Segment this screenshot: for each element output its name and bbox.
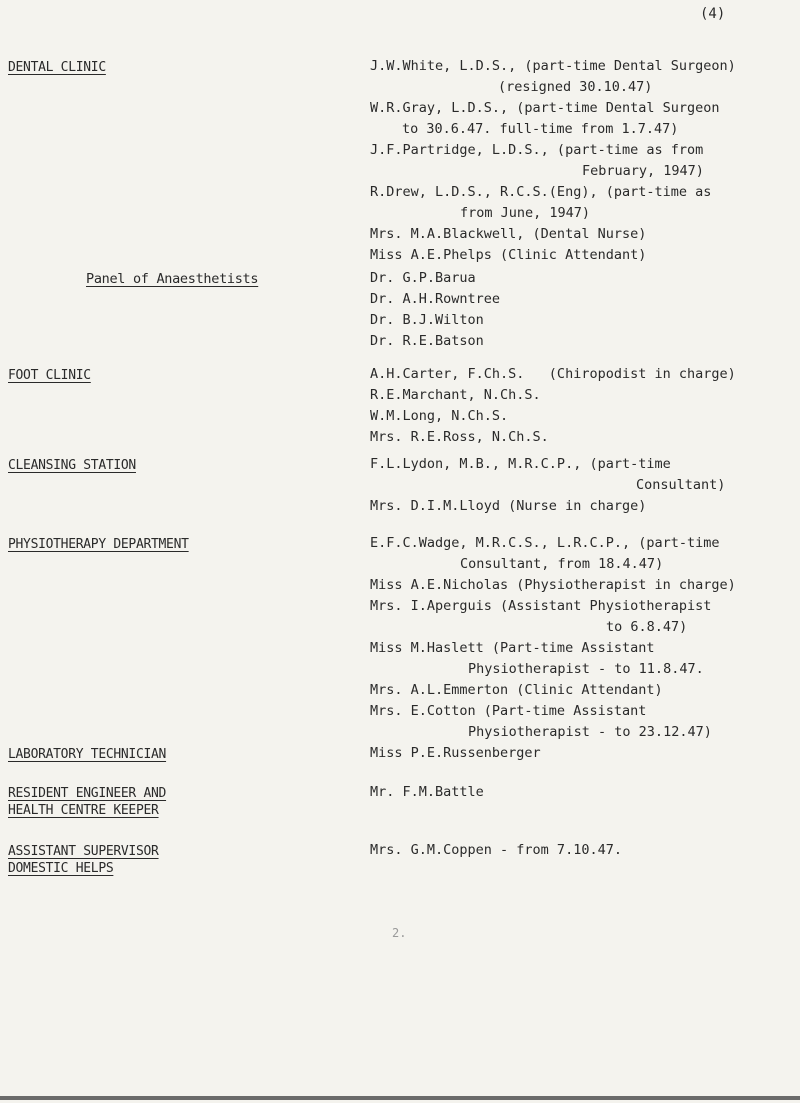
staff-line: to 30.6.47. full-time from 1.7.47) bbox=[402, 121, 679, 137]
staff-line: Dr. B.J.Wilton bbox=[370, 312, 484, 328]
staff-line: Dr. A.H.Rowntree bbox=[370, 291, 501, 307]
staff-line: Mrs. M.A.Blackwell, (Dental Nurse) bbox=[370, 226, 647, 242]
staff-line: A.H.Carter, F.Ch.S. (Chiropodist in charge) bbox=[370, 366, 736, 382]
heading-line: HEALTH CENTRE KEEPER bbox=[8, 803, 159, 818]
page-number: (4) bbox=[700, 6, 726, 22]
staff-line: Mrs. R.E.Ross, N.Ch.S. bbox=[370, 429, 549, 445]
staff-line: Mr. F.M.Battle bbox=[370, 784, 484, 800]
staff-line: Mrs. A.L.Emmerton (Clinic Attendant) bbox=[370, 682, 663, 698]
bottom-rule bbox=[0, 1096, 800, 1100]
staff-line: R.E.Marchant, N.Ch.S. bbox=[370, 387, 541, 403]
staff-line: Mrs. I.Aperguis (Assistant Physiotherapist bbox=[370, 598, 712, 614]
staff-list bbox=[370, 743, 800, 764]
staff-list bbox=[370, 268, 800, 352]
section-heading: FOOT CLINIC bbox=[8, 368, 91, 383]
staff-line: Mrs. D.I.M.Lloyd (Nurse in charge) bbox=[370, 498, 647, 514]
staff-line: W.R.Gray, L.D.S., (part-time Dental Surgeon bbox=[370, 100, 720, 116]
staff-line: Consultant) bbox=[636, 477, 726, 493]
staff-line: (resigned 30.10.47) bbox=[498, 79, 653, 95]
staff-line: F.L.Lydon, M.B., M.R.C.P., (part-time bbox=[370, 456, 671, 472]
section-heading bbox=[8, 843, 248, 877]
staff-line: to 6.8.47) bbox=[606, 619, 688, 635]
staff-line: Consultant, from 18.4.47) bbox=[460, 556, 664, 572]
staff-line: Miss A.E.Phelps (Clinic Attendant) bbox=[370, 247, 647, 263]
staff-list bbox=[370, 364, 800, 448]
staff-line: Mrs. E.Cotton (Part-time Assistant bbox=[370, 703, 647, 719]
section-heading: LABORATORY TECHNICIAN bbox=[8, 747, 167, 762]
section-heading: Panel of Anaesthetists bbox=[86, 271, 259, 287]
staff-line: J.W.White, L.D.S., (part-time Dental Surgeon) bbox=[370, 58, 736, 74]
staff-line: Dr. G.P.Barua bbox=[370, 270, 476, 286]
staff-line: R.Drew, L.D.S., R.C.S.(Eng), (part-time as bbox=[370, 184, 712, 200]
staff-list bbox=[370, 533, 800, 743]
heading-line: ASSISTANT SUPERVISOR bbox=[8, 844, 159, 859]
staff-line: Mrs. G.M.Coppen - from 7.10.47. bbox=[370, 842, 622, 858]
stray-mark: 2. bbox=[392, 926, 407, 940]
staff-list bbox=[370, 840, 800, 861]
staff-line: W.M.Long, N.Ch.S. bbox=[370, 408, 509, 424]
section-heading: PHYSIOTHERAPY DEPARTMENT bbox=[8, 537, 189, 552]
staff-line: Miss A.E.Nicholas (Physiotherapist in charge) bbox=[370, 577, 736, 593]
section-heading: DENTAL CLINIC bbox=[8, 60, 106, 75]
staff-line: Miss M.Haslett (Part-time Assistant bbox=[370, 640, 655, 656]
staff-line: from June, 1947) bbox=[460, 205, 591, 221]
staff-line: Dr. R.E.Batson bbox=[370, 333, 484, 349]
staff-line: February, 1947) bbox=[582, 163, 704, 179]
staff-line: J.F.Partridge, L.D.S., (part-time as from bbox=[370, 142, 704, 158]
heading-line: DOMESTIC HELPS bbox=[8, 861, 114, 876]
staff-line: Physiotherapist - to 23.12.47) bbox=[468, 724, 712, 740]
heading-line: RESIDENT ENGINEER AND bbox=[8, 786, 167, 801]
staff-line: E.F.C.Wadge, M.R.C.S., L.R.C.P., (part-time bbox=[370, 535, 720, 551]
staff-line: Physiotherapist - to 11.8.47. bbox=[468, 661, 704, 677]
staff-line: Miss P.E.Russenberger bbox=[370, 745, 541, 761]
section-heading bbox=[8, 785, 248, 819]
staff-list bbox=[370, 56, 800, 266]
staff-list bbox=[370, 454, 800, 517]
section-heading: CLEANSING STATION bbox=[8, 458, 136, 473]
staff-list bbox=[370, 782, 800, 803]
